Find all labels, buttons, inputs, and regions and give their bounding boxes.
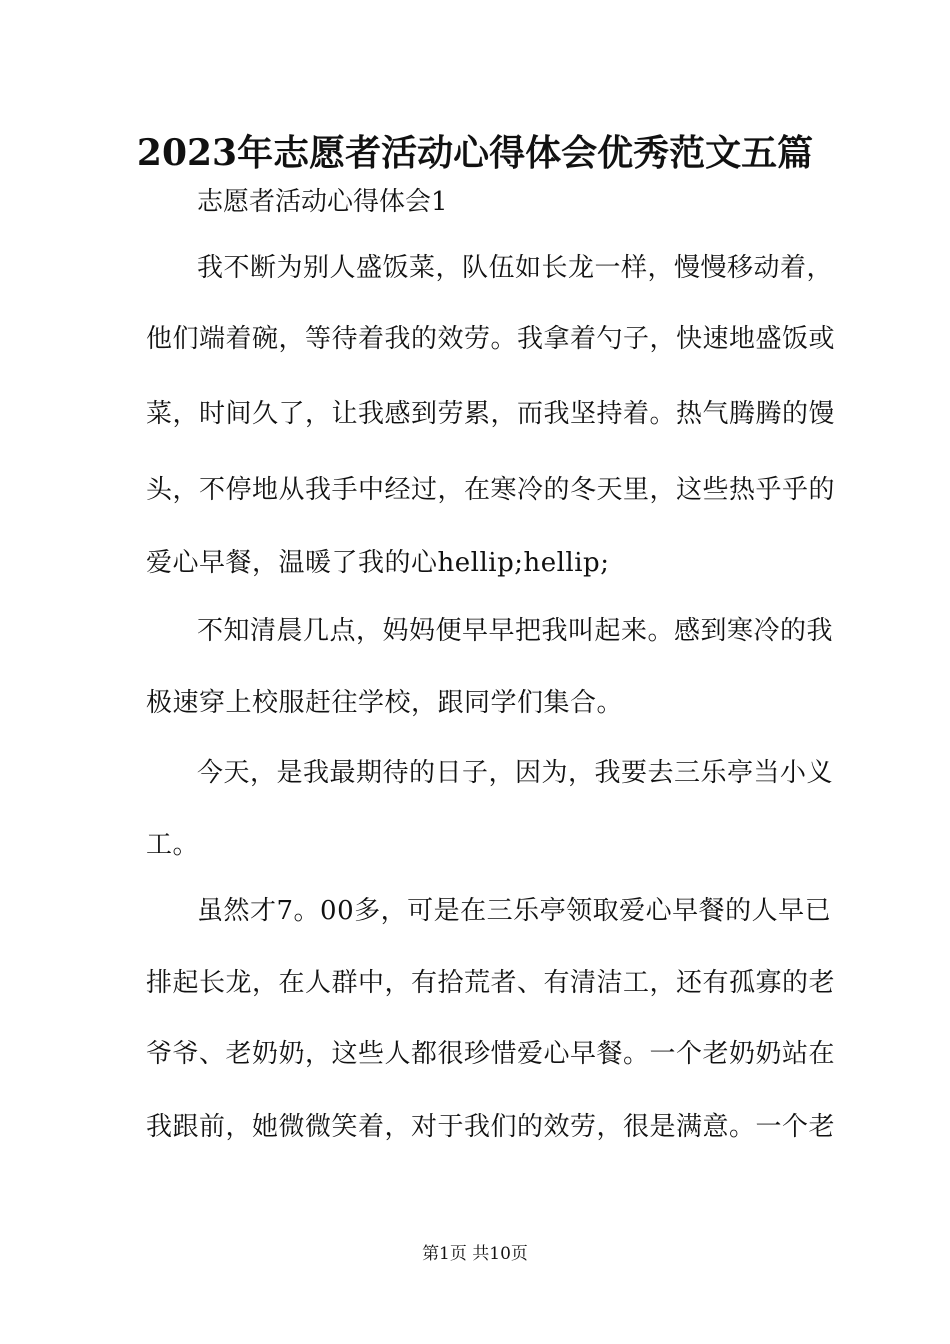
paragraph-line: 排起长龙，在人群中，有拾荒者、有清洁工，还有孤寡的老 [146,968,836,998]
paragraph-line: 头，不停地从我手中经过，在寒冷的冬天里，这些热乎乎的 [146,475,836,505]
page-footer: 第1页 共10页 [422,1244,528,1264]
paragraph-line: 不知清晨几点，妈妈便早早把我叫起来。感到寒冷的我 [197,616,834,646]
paragraph-line: 爱心早餐，温暖了我的心hellip;hellip; [146,548,610,578]
paragraph-line: 极速穿上校服赶往学校，跟同学们集合。 [146,688,624,718]
document-title: 2023年志愿者活动心得体会优秀范文五篇 [136,132,814,174]
paragraph-line: 爷爷、老奶奶，这些人都很珍惜爱心早餐。一个老奶奶站在 [146,1039,836,1069]
paragraph-line: 他们端着碗，等待着我的效劳。我拿着勺子，快速地盛饭或 [146,324,836,354]
paragraph-line: 虽然才7。00多，可是在三乐亭领取爱心早餐的人早已 [197,896,832,926]
paragraph-line: 菜，时间久了，让我感到劳累，而我坚持着。热气腾腾的馒 [146,399,836,429]
section-heading: 志愿者活动心得体会1 [197,187,448,217]
paragraph-line: 今天，是我最期待的日子，因为，我要去三乐亭当小义 [197,758,834,788]
paragraph-line: 工。 [146,830,200,860]
paragraph-line: 我不断为别人盛饭菜，队伍如长龙一样，慢慢移动着， [197,253,834,283]
paragraph-line: 我跟前，她微微笑着，对于我们的效劳，很是满意。一个老 [146,1112,836,1142]
